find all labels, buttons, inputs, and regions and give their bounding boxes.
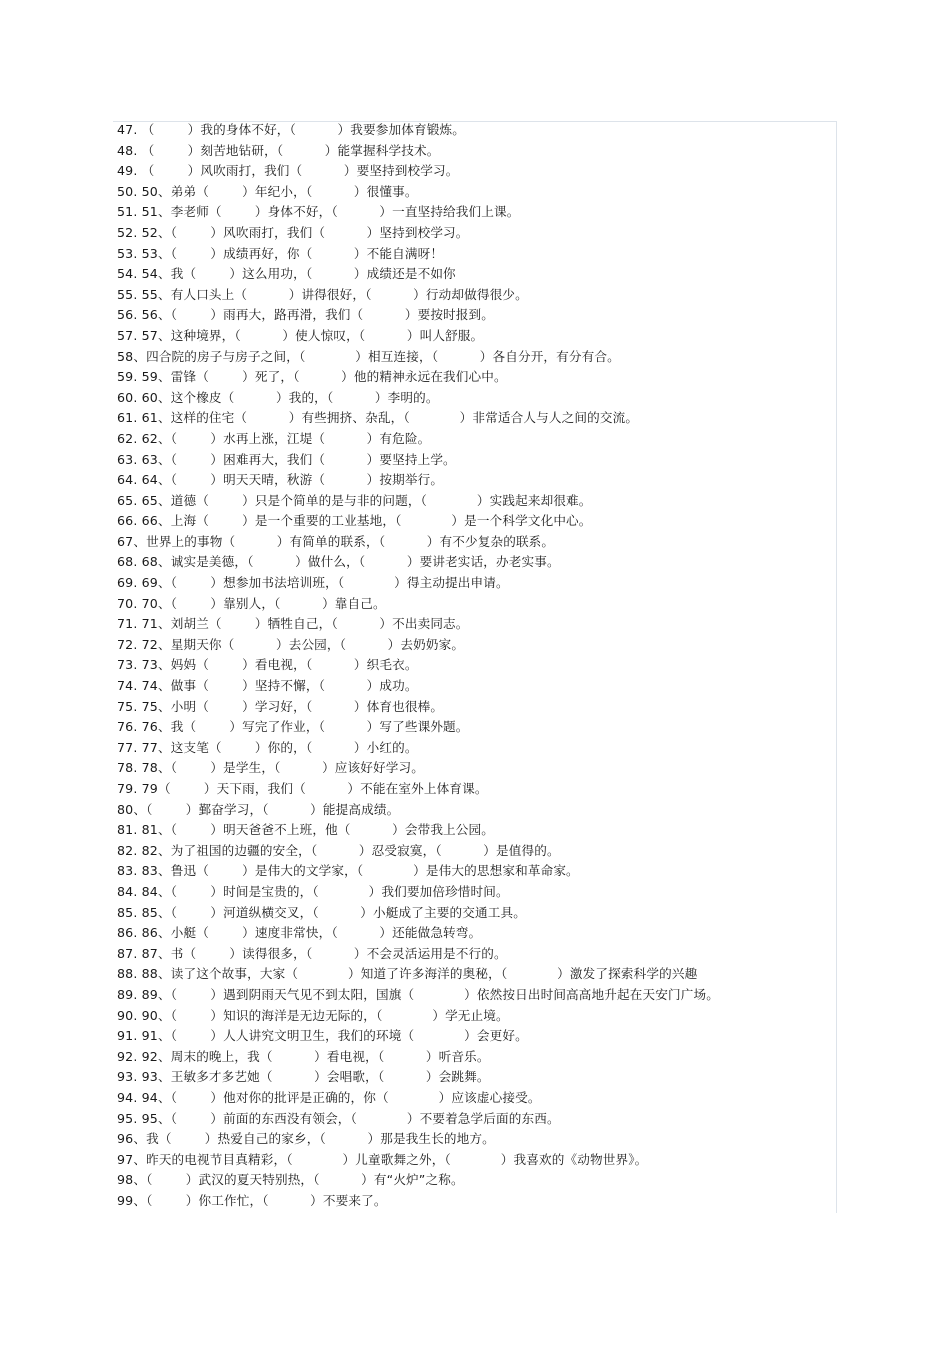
exercise-line: 63. 63、（ ）困难再大，我们（ ）要坚持上学。	[117, 451, 456, 467]
exercise-line: 99、（ ）你工作忙，（ ）不要来了。	[117, 1192, 387, 1208]
exercise-line: 77. 77、这支笔（ ）你的，（ ）小红的。	[117, 739, 418, 755]
exercise-line: 56. 56、（ ）雨再大，路再滑，我们（ ）要按时报到。	[117, 307, 495, 323]
exercise-line: 67、世界上的事物（ ）有简单的联系，（ ）有不少复杂的联系。	[117, 533, 555, 549]
exercise-line: 76. 76、我（ ）写完了作业，（ ）写了些课外题。	[117, 719, 469, 735]
exercise-line: 61. 61、这样的住宅（ ）有些拥挤、杂乱，（ ）非常适合人与人之间的交流。	[117, 410, 639, 426]
exercise-line: 60. 60、这个橡皮（ ）我的，（ ）李明的。	[117, 389, 439, 405]
exercise-line: 53. 53、（ ）成绩再好，你（ ）不能自满呀！	[117, 245, 444, 261]
exercise-line: 48. （ ）刻苦地钻研，（ ）能掌握科学技术。	[117, 142, 440, 158]
exercise-line: 51. 51、李老师（ ）身体不好，（ ）一直坚持给我们上课。	[117, 204, 520, 220]
exercise-line: 94. 94、（ ）他对你的批评是正确的，你（ ）应该虚心接受。	[117, 1089, 541, 1105]
exercise-line: 64. 64、（ ）明天天晴，秋游（ ）按期举行。	[117, 472, 444, 488]
exercise-line: 47. （ ）我的身体不好，（ ）我要参加体育锻炼。	[117, 122, 465, 137]
exercise-line: 95. 95、（ ）前面的东西没有领会，（ ）不要着急学后面的东西。	[117, 1110, 560, 1126]
exercise-line: 49. （ ）风吹雨打，我们（ ）要坚持到校学习。	[117, 163, 459, 179]
exercise-line: 79. 79（ ）天下雨，我们（ ）不能在室外上体育课。	[117, 781, 488, 796]
exercise-line: 73. 73、妈妈（ ）看电视，（ ）织毛衣。	[117, 657, 418, 673]
exercise-line: 86. 86、小艇（ ）速度非常快，（ ）还能做急转弯。	[117, 925, 482, 941]
exercise-line: 97、昨天的电视节目真精彩，（ ）儿童歌舞之外，（ ）我喜欢的《动物世界》。	[117, 1151, 648, 1167]
exercise-line: 50. 50、弟弟（ ）年纪小，（ ）很懂事。	[117, 183, 418, 199]
exercise-line: 82. 82、为了祖国的边疆的安全，（ ）忍受寂寞，（ ）是值得的。	[117, 842, 560, 858]
exercise-line: 81. 81、（ ）明天爸爸不上班，他（ ）会带我上公园。	[117, 822, 495, 838]
exercise-list	[117, 120, 837, 1211]
exercise-line: 65. 65、道德（ ）只是个简单的是与非的问题，（ ）实践起来却很难。	[117, 492, 592, 508]
exercise-line: 52. 52、（ ）风吹雨打，我们（ ）坚持到校学习。	[117, 224, 469, 240]
exercise-line: 72. 72、星期天你（ ）去公园，（ ）去奶奶家。	[117, 636, 465, 652]
exercise-line: 54. 54、我（ ）这么用功，（ ）成绩还是不如你	[117, 266, 456, 282]
exercise-line: 96、我（ ）热爱自己的家乡，（ ）那是我生长的地方。	[117, 1131, 495, 1147]
exercise-line: 62. 62、（ ）水再上涨，江堤（ ）有危险。	[117, 430, 431, 446]
exercise-line: 78. 78、（ ）是学生，（ ）应该好好学习。	[117, 760, 425, 776]
exercise-line: 98、（ ）武汉的夏天特别热，（ ）有“火炉”之称。	[117, 1172, 464, 1188]
exercise-line: 66. 66、上海（ ）是一个重要的工业基地，（ ）是一个科学文化中心。	[117, 513, 592, 529]
exercise-line: 89. 89、（ ）遇到阴雨天气见不到太阳，国旗（ ）依然按日出时间高高地升起在天安门广场。	[117, 986, 719, 1002]
exercise-line: 69. 69、（ ）想参加书法培训班，（ ）得主动提出申请。	[117, 575, 509, 591]
exercise-line: 83. 83、鲁迅（ ）是伟大的文学家，（ ）是伟大的思想家和革命家。	[117, 863, 579, 879]
exercise-line: 85. 85、（ ）河道纵横交叉，（ ）小艇成了主要的交通工具。	[117, 904, 526, 920]
exercise-line: 92. 92、周末的晚上，我（ ）看电视，（ ）听音乐。	[117, 1048, 490, 1064]
exercise-line: 93. 93、王敏多才多艺她（ ）会唱歌，（ ）会跳舞。	[117, 1069, 490, 1085]
exercise-line: 71. 71、刘胡兰（ ）牺牲自己，（ ）不出卖同志。	[117, 616, 469, 632]
exercise-line: 55. 55、有人口头上（ ）讲得很好，（ ）行动却做得很少。	[117, 286, 528, 302]
exercise-line: 68. 68、诚实是美德，（ ）做什么，（ ）要讲老实话，办老实事。	[117, 554, 560, 570]
exercise-line: 59. 59、雷锋（ ）死了，（ ）他的精神永远在我们心中。	[117, 369, 507, 385]
exercise-line: 91. 91、（ ）人人讲究文明卫生，我们的环境（ ）会更好。	[117, 1028, 528, 1044]
exercise-line: 88. 88、读了这个故事，大家（ ）知道了许多海洋的奥秘，（ ）激发了探索科学的兴趣	[117, 966, 698, 982]
exercise-line: 74. 74、做事（ ）坚持不懈，（ ）成功。	[117, 678, 418, 694]
exercise-line: 84. 84、（ ）时间是宝贵的，（ ）我们要加倍珍惜时间。	[117, 883, 509, 899]
exercise-line: 87. 87、书（ ）读得很多，（ ）不会灵活运用是不行的。	[117, 945, 507, 961]
exercise-line: 80、（ ）鄞奋学习，（ ）能提高成绩。	[117, 801, 400, 817]
exercise-line: 58、四合院的房子与房子之间，（ ）相互连接，（ ）各自分开，有分有合。	[117, 348, 620, 364]
exercise-line: 90. 90、（ ）知识的海洋是无边无际的，（ ）学无止境。	[117, 1007, 509, 1023]
exercise-line: 57. 57、这种境界，（ ）使人惊叹，（ ）叫人舒服。	[117, 327, 484, 343]
exercise-line: 70. 70、（ ）靠别人，（ ）靠自己。	[117, 595, 386, 611]
exercise-line: 75. 75、小明（ ）学习好，（ ）体育也很棒。	[117, 698, 444, 714]
